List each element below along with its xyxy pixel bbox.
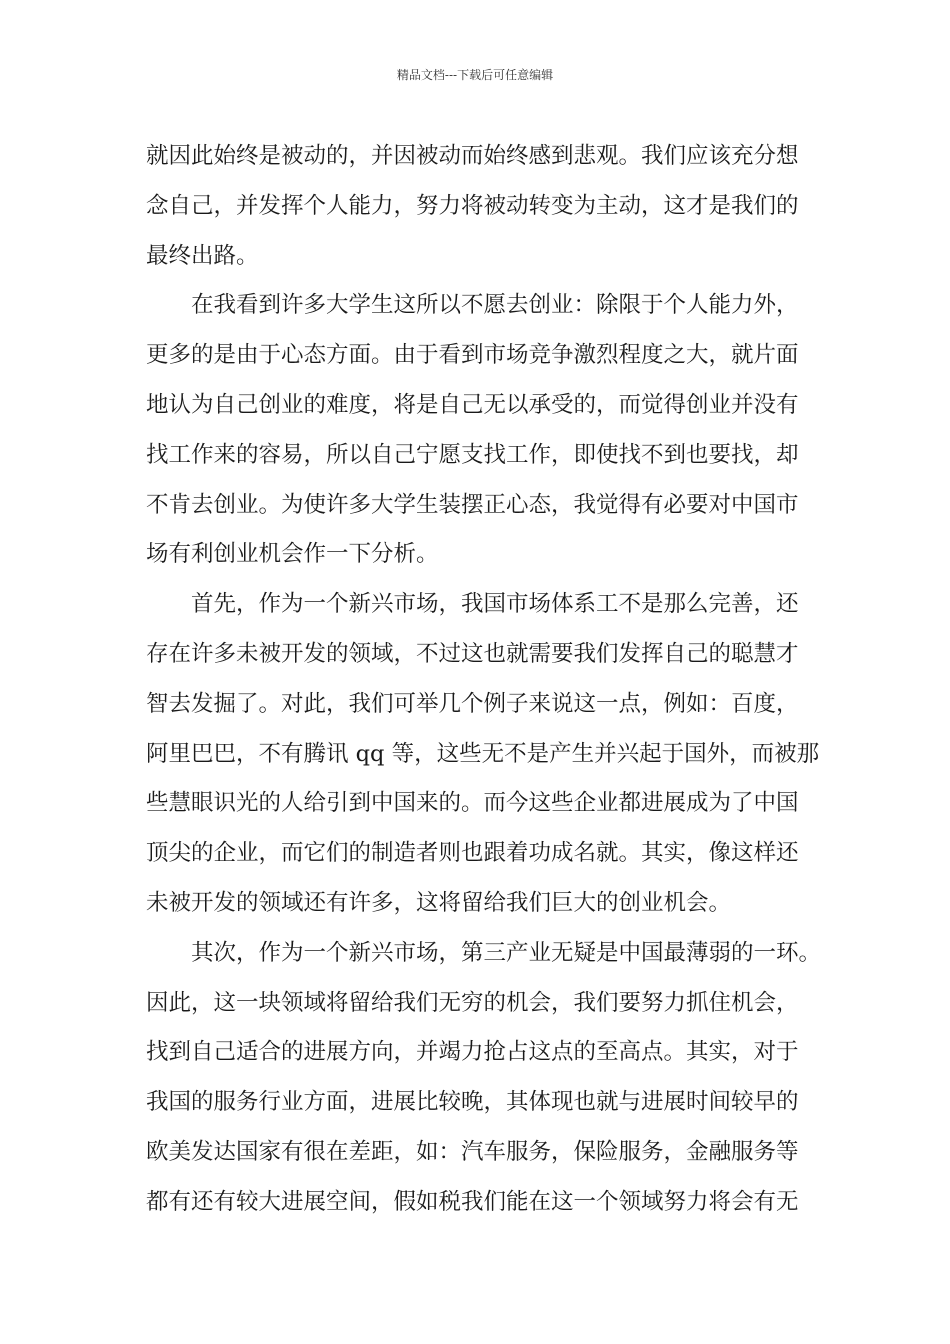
text-line: 地认为自己创业的难度，将是自己无以承受的，而觉得创业并没有	[146, 391, 799, 418]
text-line: 首先，作为一个新兴市场，我国市场体系工不是那么完善，还	[191, 591, 799, 618]
text-line: 些慧眼识光的人给引到中国来的。而今这些企业都进展成为了中国	[146, 790, 799, 817]
text-line: 最终出路。	[146, 242, 259, 269]
document-body	[146, 132, 826, 1228]
page-header: 精品文档---下载后可任意编辑	[396, 68, 554, 82]
text-line: 欧美发达国家有很在差距，如：汽车服务，保险服务，金融服务等	[146, 1138, 799, 1165]
text-line: 我国的服务行业方面，进展比较晚，其体现也就与进展时间较早的	[146, 1089, 799, 1116]
text-line: 因此，这一块领域将留给我们无穷的机会，我们要努力抓住机会，	[146, 989, 799, 1016]
text-line: 不肯去创业。为使许多大学生装摆正心态，我觉得有必要对中国市	[146, 491, 799, 518]
text-line: 存在许多未被开发的领域，不过这也就需要我们发挥自己的聪慧才	[146, 640, 799, 667]
text-line: 场有利创业机会作一下分析。	[146, 541, 439, 568]
text-line: 就因此始终是被动的，并因被动而始终感到悲观。我们应该充分想	[146, 143, 799, 169]
text-line: 都有还有较大进展空间，假如税我们能在这一个领域努力将会有无	[146, 1188, 799, 1215]
text-line: 顶尖的企业，而它们的制造者则也跟着功成名就。其实，像这样还	[146, 840, 799, 867]
text-line: 念自己，并发挥个人能力，努力将被动转变为主动，这才是我们的	[146, 192, 799, 219]
text-line: 更多的是由于心态方面。由于看到市场竞争激烈程度之大，就片面	[146, 342, 799, 369]
text-line: 智去发掘了。对此，我们可举几个例子来说这一点，例如：百度，	[146, 690, 799, 717]
text-line: 找到自己适合的进展方向，并竭力抢占这点的至高点。其实，对于	[146, 1039, 799, 1066]
text-line: 未被开发的领域还有许多，这将留给我们巨大的创业机会。	[146, 889, 732, 916]
text-line: 其次，作为一个新兴市场，第三产业无疑是中国最薄弱的一环。	[191, 939, 822, 966]
text-line: 阿里巴巴，不有腾讯 qq 等，这些无不是产生并兴起于国外，而被那	[146, 740, 820, 767]
text-line: 在我看到许多大学生这所以不愿去创业：除限于个人能力外，	[191, 292, 799, 319]
text-line: 找工作来的容易，所以自己宁愿支找工作，即使找不到也要找，却	[146, 441, 799, 468]
